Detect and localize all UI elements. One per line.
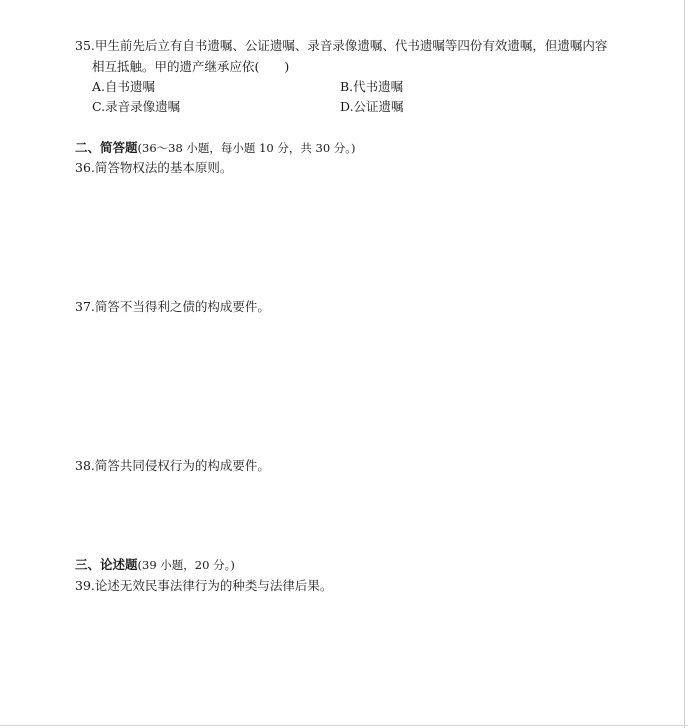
q35-option-c: C.录音录像遗嘱 <box>92 99 181 114</box>
q35-stem-line1: 35.甲生前先后立有自书遗嘱、公证遗嘱、录音录像遗嘱、代书遗嘱等四份有效遗嘱，但遗嘱内容 <box>75 38 608 53</box>
section-3-title: 三、论述题 <box>75 557 138 572</box>
section-2-note: (36～38 小题，每小题 10 分，共 30 分。) <box>137 141 356 155</box>
question-36: 36.简答物权法的基本原则。 <box>75 160 233 175</box>
question-38: 38.简答共同侵权行为的构成要件。 <box>75 458 270 473</box>
section-3-note: (39 小题，20 分。) <box>137 558 235 572</box>
question-39: 39.论述无效民事法律行为的种类与法律后果。 <box>75 578 333 593</box>
section-2-heading <box>75 140 356 156</box>
q35-stem-line2: 相互抵触。甲的遗产继承应依( ) <box>92 59 290 74</box>
page-bottom-border <box>0 725 688 726</box>
question-37: 37.简答不当得利之债的构成要件。 <box>75 299 270 314</box>
q35-option-a: A.自书遗嘱 <box>92 79 156 94</box>
page-right-border <box>684 0 685 728</box>
section-3-heading <box>75 557 235 573</box>
q35-option-d: D.公证遗嘱 <box>340 99 404 114</box>
q35-option-b: B.代书遗嘱 <box>340 79 404 94</box>
section-2-title: 二、简答题 <box>75 140 138 155</box>
